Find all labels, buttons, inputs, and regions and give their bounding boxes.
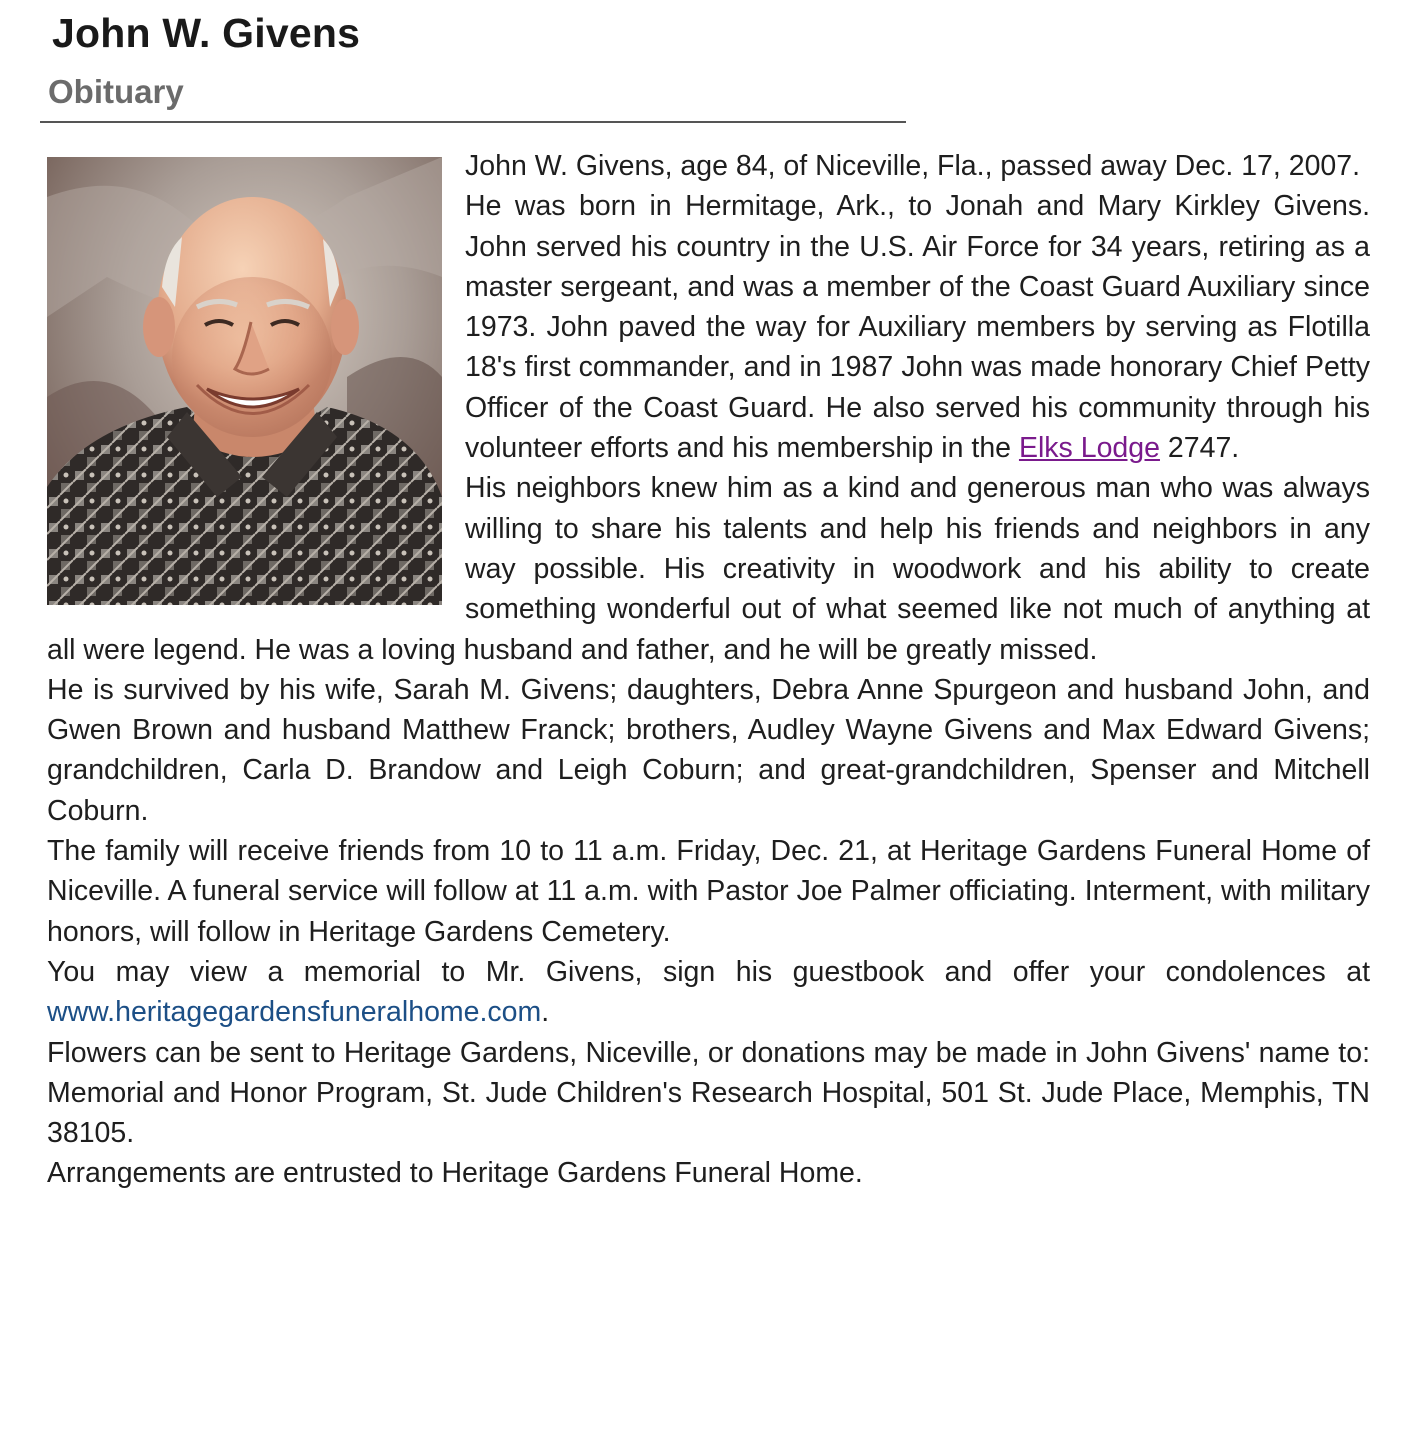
paragraph-2-tail: 2747.	[1159, 432, 1240, 465]
funeral-home-website-link[interactable]: www.heritagegardensfuneralhome.com	[47, 996, 542, 1029]
section-subtitle: Obituary	[48, 73, 184, 110]
obituary-article	[47, 146, 1370, 1194]
paragraph-6	[47, 952, 1370, 1033]
paragraph-6-tail: .	[541, 996, 550, 1029]
paragraph-5: The family will receive friends from 10 to 11 a.m. Friday, Dec. 21, at Heritage Gardens Funeral Home of Niceville. A funeral service will follow at 11 a.m. with Pastor Joe Palmer officiating. Interment, with military honors, will follow in Heritage Gardens Cemetery.	[47, 835, 1370, 948]
paragraph-3: His neighbors knew him as a kind and generous man who was always willing to share his talents and help his friends and neighbors in any way possible. His creativity in woodwork and his ability to create something wonderful out of what seemed like not much of anything at all were legend. He was a loving husband and father, and he will be greatly missed.	[47, 472, 1370, 666]
paragraph-8: Arrangements are entrusted to Heritage Gardens Funeral Home.	[47, 1157, 863, 1190]
elks-lodge-link[interactable]: Elks Lodge	[1018, 432, 1160, 465]
paragraph-4: He is survived by his wife, Sarah M. Givens; daughters, Debra Anne Spurgeon and husband John, and Gwen Brown and husband Matthew Franck; brothers, Audley Wayne Givens and Max Edward Givens; grandchildren, Carla D. Brandow and Leigh Coburn; and great-grandchildren, Spenser and Mitchell Coburn.	[47, 673, 1370, 827]
paragraph-2-text: He was born in Hermitage, Ark., to Jonah and Mary Kirkley Givens. John served his country in the U.S. Air Force for 34 years, retiring as a master sergeant, and was a member of the Coast Guard Auxiliary since 1973. John paved the way for Auxiliary members by serving as Flotilla 18's first commander, and in 1987 John was made honorary Chief Petty Officer of the Coast Guard. He also served his community through his volunteer efforts and his membership in the	[465, 190, 1370, 465]
paragraph-6-text: You may view a memorial to Mr. Givens, sign his guestbook and offer your condolences at	[47, 955, 1370, 988]
page-title: John W. Givens	[52, 10, 361, 56]
paragraph-1: John W. Givens, age 84, of Niceville, Fla., passed away Dec. 17, 2007.	[465, 150, 1361, 182]
portrait-photo	[47, 157, 442, 605]
title-divider	[40, 121, 906, 123]
paragraph-7: Flowers can be sent to Heritage Gardens, Niceville, or donations may be made in John Givens' name to: Memorial and Honor Program, St. Jude Children's Research Hospital, 501 St. Jude Place, Memphis, TN 38105.	[47, 1036, 1370, 1150]
